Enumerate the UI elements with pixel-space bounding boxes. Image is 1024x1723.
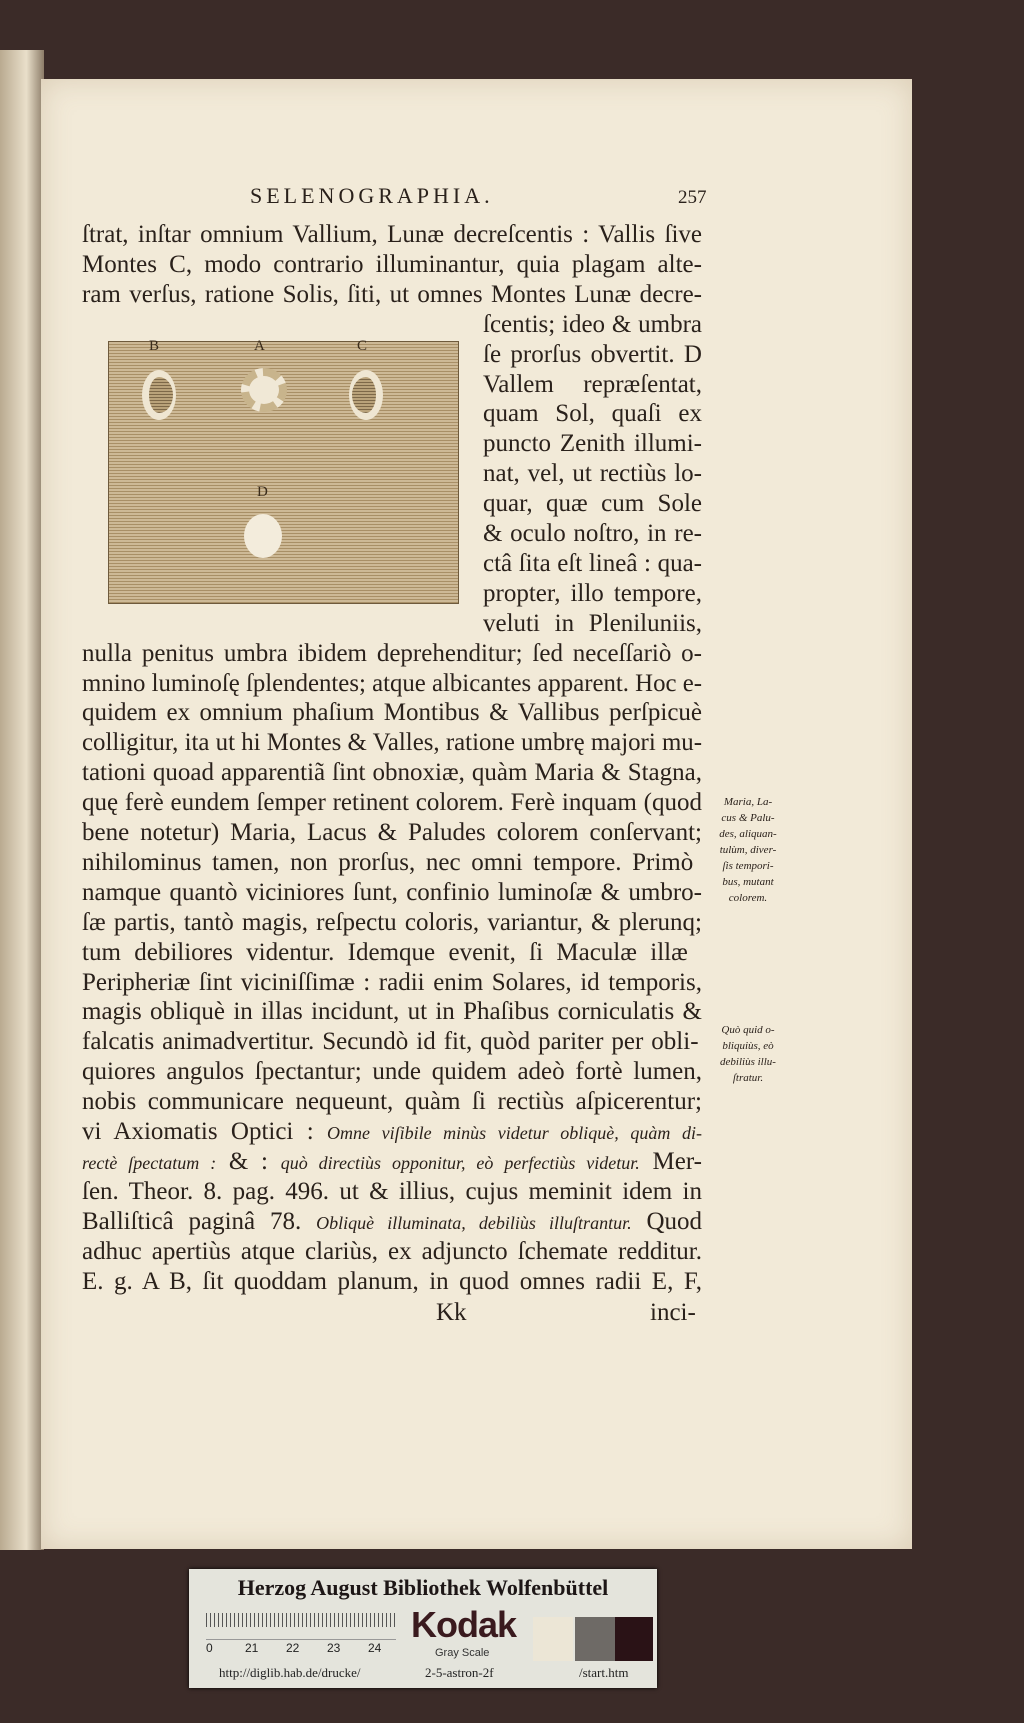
text-segment: vi Axiomatis Optici : <box>82 1118 328 1145</box>
text-line <box>483 370 702 400</box>
margin-note-line: bus, mutant <box>722 876 774 888</box>
text-segment: Montes C, modo contrario illuminantur, quia plagam alte- <box>82 250 702 278</box>
figure-label-b: B <box>149 338 160 354</box>
text-line <box>82 1267 702 1297</box>
italic-quotation: Obliquè illuminata, debiliùs illuſtrantur. <box>316 1212 632 1233</box>
margin-note-line: ſtratur. <box>732 1072 764 1084</box>
text-line <box>82 818 702 848</box>
text-line <box>82 1147 702 1177</box>
text-segment: Quod <box>631 1207 703 1235</box>
text-line <box>82 250 702 280</box>
page-number: 257 <box>678 187 707 208</box>
text-line-content <box>483 459 702 489</box>
text-line-content <box>483 429 702 459</box>
text-line <box>82 758 702 788</box>
text-line <box>82 639 702 669</box>
text-segment: tum debiliores videntur. Idemque evenit, ſi Maculæ illæ <box>82 938 688 966</box>
text-line <box>483 429 702 459</box>
text-segment: & oculo noſtro, in re- <box>483 520 702 547</box>
valley-b <box>142 370 176 420</box>
text-segment: veluti in Pleniluniis, <box>483 609 702 637</box>
text-line-content <box>483 370 702 400</box>
gray-swatch-light <box>533 1617 573 1661</box>
text-segment: quam Sol, quaſi ex <box>483 400 702 428</box>
text-segment: nulla penitus umbra ibidem deprehenditur; ſed neceſſariò o- <box>82 639 703 667</box>
ruler-number: 23 <box>327 1641 341 1655</box>
text-line-content <box>82 1237 702 1267</box>
margin-note-line: ſis tempori- <box>722 860 774 872</box>
text-line-content <box>82 728 702 758</box>
text-line-content <box>483 340 702 370</box>
text-line-content <box>483 310 702 340</box>
shelfmark: 2-5-astron-2f <box>425 1665 494 1680</box>
text-line-content <box>483 549 702 579</box>
text-line-content <box>82 250 702 280</box>
text-segment: nat, vel, ut rectiùs lo- <box>483 460 702 488</box>
italic-quotation: Omne viſibile minùs videtur obliquè, quàm di- <box>327 1123 702 1143</box>
text-line <box>82 280 702 310</box>
valley-d <box>244 514 282 558</box>
kodak-logo: Kodak <box>411 1604 517 1645</box>
margin-note-oblique <box>710 1022 786 1086</box>
text-segment: ſen. Theor. 8. pag. 496. ut & illius, cujus meminit idem in <box>82 1177 702 1205</box>
text-segment: ram verſus, ratione Solis, ſiti, ut omnes Montes Lunæ decre- <box>82 280 703 308</box>
text-segment: adhuc apertiùs atque clariùs, ex adjuncto ſchemate redditur. <box>82 1237 702 1265</box>
text-segment: bene notetur) Maria, Lacus & Paludes colorem conſervant; <box>82 819 702 846</box>
text-line <box>82 848 702 878</box>
text-line-content <box>82 938 688 968</box>
text-segment: ſcentis; ideo & umbra <box>483 310 702 338</box>
figure-label-d: D <box>257 484 268 500</box>
text-line <box>82 878 702 908</box>
text-segment: falcatis animadvertitur. Secundò id fit, quòd pariter per obli- <box>82 1028 699 1056</box>
ruler-number: 22 <box>286 1641 300 1655</box>
text-segment: puncto Zenith illumi- <box>483 430 702 458</box>
text-line-content <box>483 609 702 639</box>
margin-note-line: Maria, La- <box>723 796 773 808</box>
text-line <box>82 938 702 968</box>
text-line <box>483 310 702 340</box>
text-segment: ſtrat, inſtar omnium Vallium, Lunæ decreſcentis : Vallis ſive <box>82 221 703 248</box>
text-line-content <box>82 758 702 788</box>
figure-label-a: A <box>254 338 265 354</box>
text-segment: magis obliquè in illas incidunt, ut in Phaſibus corniculatis & <box>82 998 702 1026</box>
text-line-content <box>82 669 702 699</box>
text-segment: E. g. A B, ſit quoddam planum, in quod omnes radii E, F, <box>82 1267 703 1295</box>
gray-swatch-dark <box>615 1617 653 1661</box>
text-line-content <box>82 997 702 1027</box>
text-segment: quidem ex omnium phaſium Montibus & Vallibus perſpicuè <box>82 699 703 727</box>
margin-note-line: cus & Palu- <box>721 812 775 824</box>
margin-note-line: debiliùs illu- <box>720 1056 776 1068</box>
text-line <box>483 340 702 370</box>
text-line-content <box>82 1057 702 1087</box>
text-line <box>483 519 702 549</box>
url-suffix: /start.htm <box>579 1665 629 1680</box>
text-line <box>82 1207 702 1237</box>
text-line-content <box>483 519 702 549</box>
text-segment: Vallem repræſentat, <box>483 370 702 398</box>
catchword: inci- <box>650 1299 696 1326</box>
ruler-scale <box>206 1613 396 1640</box>
text-segment: colligitur, ita ut hi Montes & Valles, ratione umbrę majori mu- <box>82 729 703 757</box>
text-line <box>82 1237 702 1267</box>
text-segment: tationi quoad apparentiã ſint obnoxiæ, quàm Maria & Stagna, <box>82 759 702 787</box>
text-line-content <box>82 280 702 310</box>
text-line <box>483 609 702 639</box>
library-name: Herzog August Bibliothek Wolfenbüttel <box>237 1575 609 1600</box>
text-line <box>82 728 702 758</box>
text-line <box>82 1117 702 1147</box>
margin-note-line: des, aliquan- <box>719 828 777 840</box>
text-line-content <box>82 1147 702 1178</box>
text-segment: & : <box>216 1147 281 1175</box>
ruler-number: 21 <box>245 1641 259 1655</box>
ruler-number: 24 <box>368 1641 382 1655</box>
text-line <box>483 399 702 429</box>
facing-page-edge <box>0 50 44 1550</box>
text-line <box>82 1057 702 1087</box>
text-line-content <box>82 968 702 998</box>
url-prefix: http://diglib.hab.de/drucke/ <box>219 1665 361 1680</box>
margin-note-line: Quò quid o- <box>721 1024 775 1036</box>
text-line <box>483 489 702 519</box>
text-line-content <box>483 489 702 519</box>
text-line <box>82 968 702 998</box>
text-segment: quę ferè eundem ſemper retinent colorem. Ferè inquam (quod <box>82 789 702 817</box>
text-line <box>82 788 702 818</box>
text-line <box>483 459 702 489</box>
library-color-card <box>189 1569 657 1688</box>
gray-scale-label: Gray Scale <box>435 1647 490 1659</box>
text-segment: ctâ ſita eſt lineâ : qua- <box>483 549 702 577</box>
running-title: SELENOGRAPHIA. <box>250 183 494 208</box>
text-segment: nihilominus tamen, non prorſus, nec omni tempore. Primò <box>82 848 694 876</box>
valley-c <box>349 370 383 420</box>
text-line <box>82 1087 702 1117</box>
text-segment: Balliſticâ paginâ 78. <box>82 1207 317 1235</box>
text-segment: ſe prorſus obvertit. D <box>483 340 702 368</box>
italic-quotation: quò directiùs opponitur, eò perfectiùs videtur. <box>280 1152 640 1173</box>
text-line <box>82 1027 702 1057</box>
ruler-number: 0 <box>206 1641 213 1655</box>
text-line-content <box>82 1207 702 1238</box>
text-line <box>483 549 702 579</box>
text-segment: Peripheriæ ſint viciniſſimæ : radii enim Solares, id temporis, <box>82 968 702 996</box>
text-line-content <box>483 399 702 429</box>
text-line-content <box>82 818 702 848</box>
text-line-content <box>82 1267 702 1297</box>
text-line-content <box>82 788 702 818</box>
text-segment: propter, illo tempore, <box>483 579 702 607</box>
text-line <box>483 579 702 609</box>
margin-note-maria <box>710 794 786 906</box>
text-line <box>82 220 702 250</box>
valley-a <box>241 368 287 412</box>
italic-quotation: rectè ſpectatum : <box>82 1152 217 1173</box>
margin-note-line: colorem. <box>728 892 768 904</box>
text-line-content <box>82 878 702 908</box>
gray-swatch-mid <box>575 1617 615 1661</box>
engraved-figure <box>108 338 459 604</box>
text-line <box>82 669 702 699</box>
text-line-content <box>82 908 702 938</box>
figure-label-c: C <box>357 338 368 354</box>
text-line-content <box>82 1177 702 1207</box>
text-segment: quiores angulos ſpectantur; unde quidem adeò fortè lumen, <box>82 1058 703 1086</box>
margin-note-line: bliquiùs, eò <box>722 1040 774 1052</box>
text-line-content <box>82 1117 702 1148</box>
text-line-content <box>82 848 693 878</box>
text-line-content <box>82 639 702 669</box>
text-line <box>82 908 702 938</box>
margin-note-line: tulùm, diver- <box>719 844 777 856</box>
text-line <box>82 1177 702 1207</box>
signature-mark: Kk <box>436 1299 467 1326</box>
text-segment: nobis communicare nequeunt, quàm ſi rectiùs aſpicerentur; <box>82 1088 702 1116</box>
text-line-content <box>82 1087 702 1117</box>
text-line <box>82 997 702 1027</box>
text-line-content <box>82 698 702 728</box>
text-segment: quar, quæ cum Sole <box>483 490 702 518</box>
text-line-content <box>82 1027 699 1057</box>
text-segment: mnino luminoſę ſplendentes; atque albicantes apparent. Hoc e- <box>82 669 702 697</box>
text-line-content <box>82 220 702 250</box>
text-segment: Mer- <box>639 1147 702 1175</box>
text-segment: ſæ partis, tantò magis, reſpectu coloris, variantur, & plerunq; <box>82 908 703 936</box>
text-segment: namque quantò viciniores ſunt, confinio luminoſæ & umbro- <box>82 878 702 906</box>
text-line <box>82 698 702 728</box>
text-line-content <box>483 579 702 609</box>
